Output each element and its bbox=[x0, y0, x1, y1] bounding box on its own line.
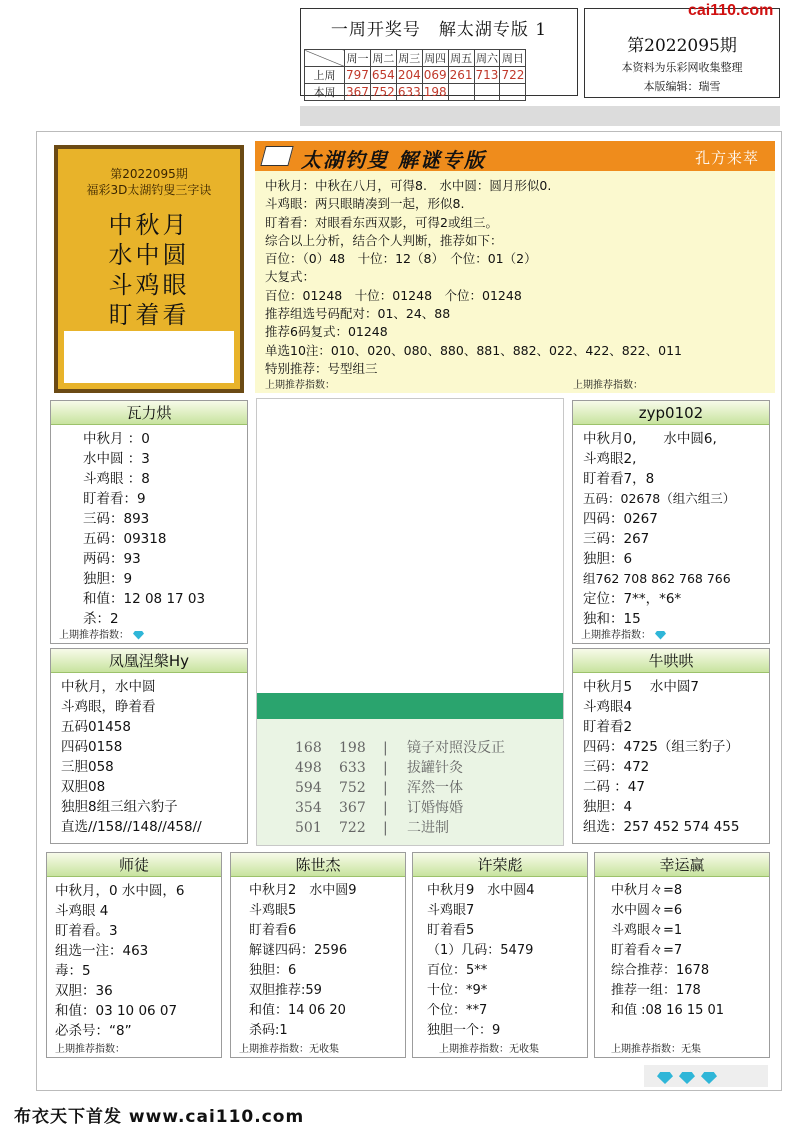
poem-box bbox=[54, 145, 244, 393]
panel-line: 盯着看6 bbox=[249, 923, 297, 938]
panel-line: 盯着看7，8 bbox=[583, 471, 655, 487]
draw-value: 261 bbox=[449, 68, 473, 82]
panel-line: 组选一注：463 bbox=[55, 943, 149, 959]
panel-line: 个位：**7 bbox=[427, 1003, 488, 1018]
panel-content bbox=[83, 429, 205, 629]
puzzle-line: 推荐6码复式：01248 bbox=[265, 324, 388, 340]
poem-line: 中秋月 bbox=[108, 211, 190, 239]
puzzle-line: 推荐组选号码配对：01、24、88 bbox=[265, 306, 451, 322]
panel-line: 推荐一组：178 bbox=[611, 983, 701, 998]
puzzle-line: 斗鸡眼：两只眼睛凑到一起，形似8. bbox=[265, 196, 465, 212]
list-item bbox=[295, 797, 463, 817]
panel-title: 陈世杰 bbox=[231, 853, 405, 877]
panel-line: 毒：5 bbox=[55, 963, 91, 979]
panel-line: 五码：09318 bbox=[83, 531, 167, 547]
panel-line: 斗鸡眼5 bbox=[249, 903, 297, 918]
separator: | bbox=[383, 760, 388, 776]
riddle-text: 订婚悔婚 bbox=[407, 800, 463, 816]
panel-line: 四码0158 bbox=[61, 739, 123, 755]
draw-value bbox=[448, 84, 474, 101]
poem-issue: 第2022095期 bbox=[110, 167, 188, 181]
panel-line: 斗鸡眼，睁着看 bbox=[61, 699, 156, 715]
panel-niuhonghong bbox=[572, 648, 770, 844]
riddle-text: 拔罐针灸 bbox=[407, 760, 463, 776]
panel-line: 定位：7**，*6* bbox=[583, 591, 682, 607]
panel-line: 中秋月0, 水中圆6, bbox=[583, 431, 717, 447]
panel-line: 直选//158//148//458// bbox=[61, 819, 202, 835]
site-logo[interactable]: cai110.com bbox=[688, 2, 774, 19]
list-item bbox=[295, 737, 505, 757]
panel-line: 解谜四码：2596 bbox=[249, 943, 348, 958]
list-item bbox=[295, 777, 463, 797]
panel-line: 双胆：36 bbox=[55, 983, 113, 999]
panel-content bbox=[611, 881, 724, 1021]
day-header: 周日 bbox=[500, 50, 526, 67]
table-row bbox=[305, 67, 526, 84]
panel-line: 独和：15 bbox=[583, 611, 641, 627]
book-icon bbox=[260, 146, 293, 166]
poem-line: 盯着看 bbox=[108, 301, 190, 329]
puzzle-line: 百位：（0）48 十位：12（8） 个位：01（2） bbox=[265, 251, 537, 267]
panel-title: 师徒 bbox=[47, 853, 221, 877]
panel-content bbox=[583, 429, 735, 629]
puzzle-author: 孔方来萃 bbox=[694, 149, 759, 167]
panel-line: 独胆：9 bbox=[83, 571, 133, 587]
row-label: 本周 bbox=[305, 84, 345, 101]
panel-line: 中秋月 ：0 bbox=[83, 431, 150, 447]
panel-line: 杀：2 bbox=[83, 611, 119, 627]
panel-shitu bbox=[46, 852, 222, 1058]
panel-line: 和值：14 06 20 bbox=[249, 1003, 346, 1018]
draw-value: 752 bbox=[371, 85, 395, 99]
panel-line: 斗鸡眼々=1 bbox=[611, 923, 683, 938]
puzzle-line: 盯着看：对眼看东西双影，可得2或组三。 bbox=[265, 214, 498, 230]
number-a: 594 bbox=[295, 780, 322, 796]
draw-value: 797 bbox=[346, 68, 369, 82]
last-rating-label: 上期推荐指数：无收集 bbox=[239, 1044, 339, 1055]
panel-line: 四码：4725（组三豹子） bbox=[583, 739, 739, 755]
last-rating-label: 上期推荐指数： bbox=[59, 630, 129, 641]
panel-line: 水中圆 ：3 bbox=[83, 451, 150, 467]
riddle-text: 镜子对照没反正 bbox=[407, 740, 505, 756]
editor-note: 本版编辑：瑞雪 bbox=[643, 80, 721, 93]
panel-line: 独胆：6 bbox=[583, 551, 633, 567]
draw-value: 367 bbox=[346, 85, 369, 99]
panel-line: 中秋月5 水中圆7 bbox=[583, 679, 699, 695]
day-header: 周四 bbox=[422, 50, 448, 67]
panel-line: 二码 ：47 bbox=[583, 779, 645, 795]
panel-line: 盯着看5 bbox=[427, 923, 475, 938]
poem-line: 斗鸡眼 bbox=[108, 271, 190, 299]
issue-number: 第2022095期 bbox=[627, 36, 737, 56]
panel-line: 斗鸡眼7 bbox=[427, 903, 475, 918]
last-rating-label: 上期推荐指数： bbox=[573, 380, 643, 391]
riddle-box bbox=[256, 398, 564, 846]
draw-value: 633 bbox=[397, 85, 421, 99]
draw-value bbox=[474, 84, 500, 101]
panel-line: 三胆058 bbox=[61, 759, 114, 775]
panel-line: 百位：5** bbox=[427, 963, 488, 978]
diamond-icon bbox=[655, 631, 666, 640]
day-header: 周六 bbox=[474, 50, 500, 67]
separator: | bbox=[383, 820, 388, 836]
poem-blank-area bbox=[64, 331, 234, 383]
panel-line: 组选：257 452 574 455 bbox=[583, 819, 740, 835]
panel-line: 和值：12 08 17 03 bbox=[83, 591, 206, 607]
panel-title: 凤凰涅槃Hy bbox=[51, 649, 247, 673]
panel-line: 独胆一个：9 bbox=[427, 1023, 501, 1038]
day-header: 周二 bbox=[370, 50, 396, 67]
panel-content bbox=[427, 881, 535, 1041]
table-corner bbox=[305, 50, 345, 67]
header-divider bbox=[300, 106, 780, 126]
last-rating-label: 上期推荐指数： bbox=[581, 630, 651, 641]
panel-line: 五码：02678（组六组三） bbox=[583, 491, 736, 506]
panel-line: 中秋月9 水中圆4 bbox=[427, 883, 535, 898]
last-rating bbox=[581, 626, 666, 641]
issue-box bbox=[584, 8, 780, 98]
weekly-title: 一周开奖号 解太湖专版 1 bbox=[330, 20, 548, 40]
last-rating-label: 上期推荐指数： bbox=[55, 1044, 125, 1055]
day-header: 周一 bbox=[345, 50, 371, 67]
draw-value: 722 bbox=[501, 68, 525, 82]
table-row bbox=[305, 84, 526, 101]
panel-line: 两码：93 bbox=[83, 551, 141, 567]
panel-line: （1）几码：5479 bbox=[427, 943, 534, 958]
riddle-text: 浑然一体 bbox=[407, 780, 463, 796]
panel-content bbox=[583, 677, 739, 837]
draw-value bbox=[500, 84, 526, 101]
draw-value: 198 bbox=[423, 85, 447, 99]
separator: | bbox=[383, 800, 388, 816]
panel-line: 盯着看2 bbox=[583, 719, 633, 735]
panel-title: 许荣彪 bbox=[413, 853, 587, 877]
panel-line: 斗鸡眼2, bbox=[583, 451, 637, 467]
riddle-list bbox=[257, 719, 563, 845]
panel-line: 五码01458 bbox=[61, 719, 131, 735]
puzzle-line: 单选10注：010、020、080、880、881、882、022、422、822、011 bbox=[265, 342, 682, 358]
panel-line: 独胆：4 bbox=[583, 799, 633, 815]
panel-title: 牛哄哄 bbox=[573, 649, 769, 673]
panel-xingyunying bbox=[594, 852, 770, 1058]
riddle-text: 二进制 bbox=[407, 820, 449, 836]
diamond-icon bbox=[679, 1072, 695, 1084]
panel-line: 斗鸡眼4 bbox=[583, 699, 633, 715]
weekly-draw-box bbox=[300, 8, 578, 99]
panel-line: 综合推荐：1678 bbox=[611, 963, 710, 978]
puzzle-box bbox=[255, 141, 775, 393]
footer-text: 布衣天下首发 www.cai110.com bbox=[14, 1107, 305, 1126]
last-rating-label: 上期推荐指数：无收集 bbox=[439, 1044, 539, 1055]
panel-line: 中秋月2 水中圆9 bbox=[249, 883, 357, 898]
rating-bar bbox=[644, 1065, 768, 1087]
draw-value: 654 bbox=[371, 68, 395, 82]
number-b: 367 bbox=[339, 800, 366, 816]
puzzle-title: 太湖钓叟 解谜专版 bbox=[301, 148, 486, 172]
panel-title: zyp0102 bbox=[573, 401, 769, 425]
puzzle-banner bbox=[255, 141, 775, 171]
panel-line: 三码：893 bbox=[83, 511, 150, 527]
day-header: 周五 bbox=[448, 50, 474, 67]
panel-line: 盯着看々=7 bbox=[611, 943, 683, 958]
separator: | bbox=[383, 740, 388, 756]
panel-line: 中秋月，水中圆 bbox=[61, 679, 156, 695]
number-b: 633 bbox=[339, 760, 366, 776]
panel-walihong bbox=[50, 400, 248, 644]
diamond-icon bbox=[133, 631, 144, 640]
panel-title: 瓦力烘 bbox=[51, 401, 247, 425]
puzzle-line: 综合以上分析，结合个人判断，推荐如下： bbox=[265, 232, 503, 248]
number-b: 198 bbox=[339, 740, 366, 756]
puzzle-line: 百位：01248 十位：01248 个位：01248 bbox=[265, 287, 522, 303]
panel-content bbox=[55, 881, 184, 1041]
panel-line: 三码：472 bbox=[583, 759, 650, 775]
panel-line: 和值 :08 16 15 01 bbox=[611, 1003, 725, 1018]
puzzle-line: 特别推荐：号型组三 bbox=[265, 360, 378, 376]
panel-line: 和值：03 10 06 07 bbox=[55, 1003, 178, 1019]
list-item bbox=[295, 817, 449, 837]
panel-line: 独胆：6 bbox=[249, 963, 297, 978]
panel-line: 独胆8组三组六豹子 bbox=[61, 799, 178, 815]
panel-zyp0102 bbox=[572, 400, 770, 644]
draw-value: 069 bbox=[423, 68, 447, 82]
riddle-divider bbox=[257, 693, 563, 719]
number-a: 168 bbox=[295, 740, 322, 756]
last-rating bbox=[59, 626, 144, 641]
poem-line: 水中圆 bbox=[108, 241, 190, 269]
panel-line: 斗鸡眼 4 bbox=[55, 903, 109, 919]
number-a: 354 bbox=[295, 800, 322, 816]
diamond-icon bbox=[657, 1072, 673, 1084]
panel-line: 三码：267 bbox=[583, 531, 650, 547]
panel-line: 必杀号：“8” bbox=[55, 1023, 132, 1039]
last-rating-label: 上期推荐指数：无集 bbox=[611, 1044, 701, 1055]
panel-line: 组762 708 862 768 766 bbox=[583, 571, 731, 586]
draw-value: 713 bbox=[475, 68, 499, 82]
panel-fenghuang bbox=[50, 648, 248, 844]
puzzle-content bbox=[265, 177, 682, 378]
list-item bbox=[295, 757, 463, 777]
diamond-icon bbox=[701, 1072, 717, 1084]
panel-line: 双胆推荐:59 bbox=[249, 983, 322, 998]
number-b: 752 bbox=[339, 780, 366, 796]
number-a: 498 bbox=[295, 760, 322, 776]
day-header: 周三 bbox=[396, 50, 422, 67]
separator: | bbox=[383, 780, 388, 796]
panel-line: 斗鸡眼 ：8 bbox=[83, 471, 150, 487]
panel-content bbox=[61, 677, 202, 837]
row-label: 上周 bbox=[305, 67, 345, 84]
weekly-draw-table bbox=[304, 49, 526, 101]
panel-line: 盯着看。3 bbox=[55, 923, 118, 939]
number-b: 722 bbox=[339, 820, 366, 836]
panel-line: 水中圆々=6 bbox=[611, 903, 683, 918]
poem-subtitle: 福彩3D太湖钓叟三字诀 bbox=[86, 183, 212, 197]
panel-line: 杀码:1 bbox=[249, 1023, 288, 1038]
number-a: 501 bbox=[295, 820, 322, 836]
source-note: 本资料为乐彩网收集整理 bbox=[621, 61, 743, 74]
panel-title: 幸运赢 bbox=[595, 853, 769, 877]
panel-line: 中秋月々=8 bbox=[611, 883, 683, 898]
panel-content bbox=[249, 881, 357, 1041]
panel-line: 十位：*9* bbox=[427, 983, 488, 998]
panel-chenshijie bbox=[230, 852, 406, 1058]
puzzle-line: 大复式： bbox=[265, 269, 316, 285]
panel-line: 中秋月，0 水中圆，6 bbox=[55, 883, 185, 899]
panel-line: 四码：0267 bbox=[583, 511, 658, 527]
panel-line: 双胆08 bbox=[61, 779, 106, 795]
puzzle-line: 中秋月：中秋在八月，可得8. 水中圆：圆月形似0. bbox=[265, 178, 552, 193]
last-rating-label: 上期推荐指数： bbox=[265, 380, 335, 391]
panel-line: 盯着看：9 bbox=[83, 491, 146, 507]
draw-value: 204 bbox=[397, 68, 421, 82]
panel-xurongbiao bbox=[412, 852, 588, 1058]
